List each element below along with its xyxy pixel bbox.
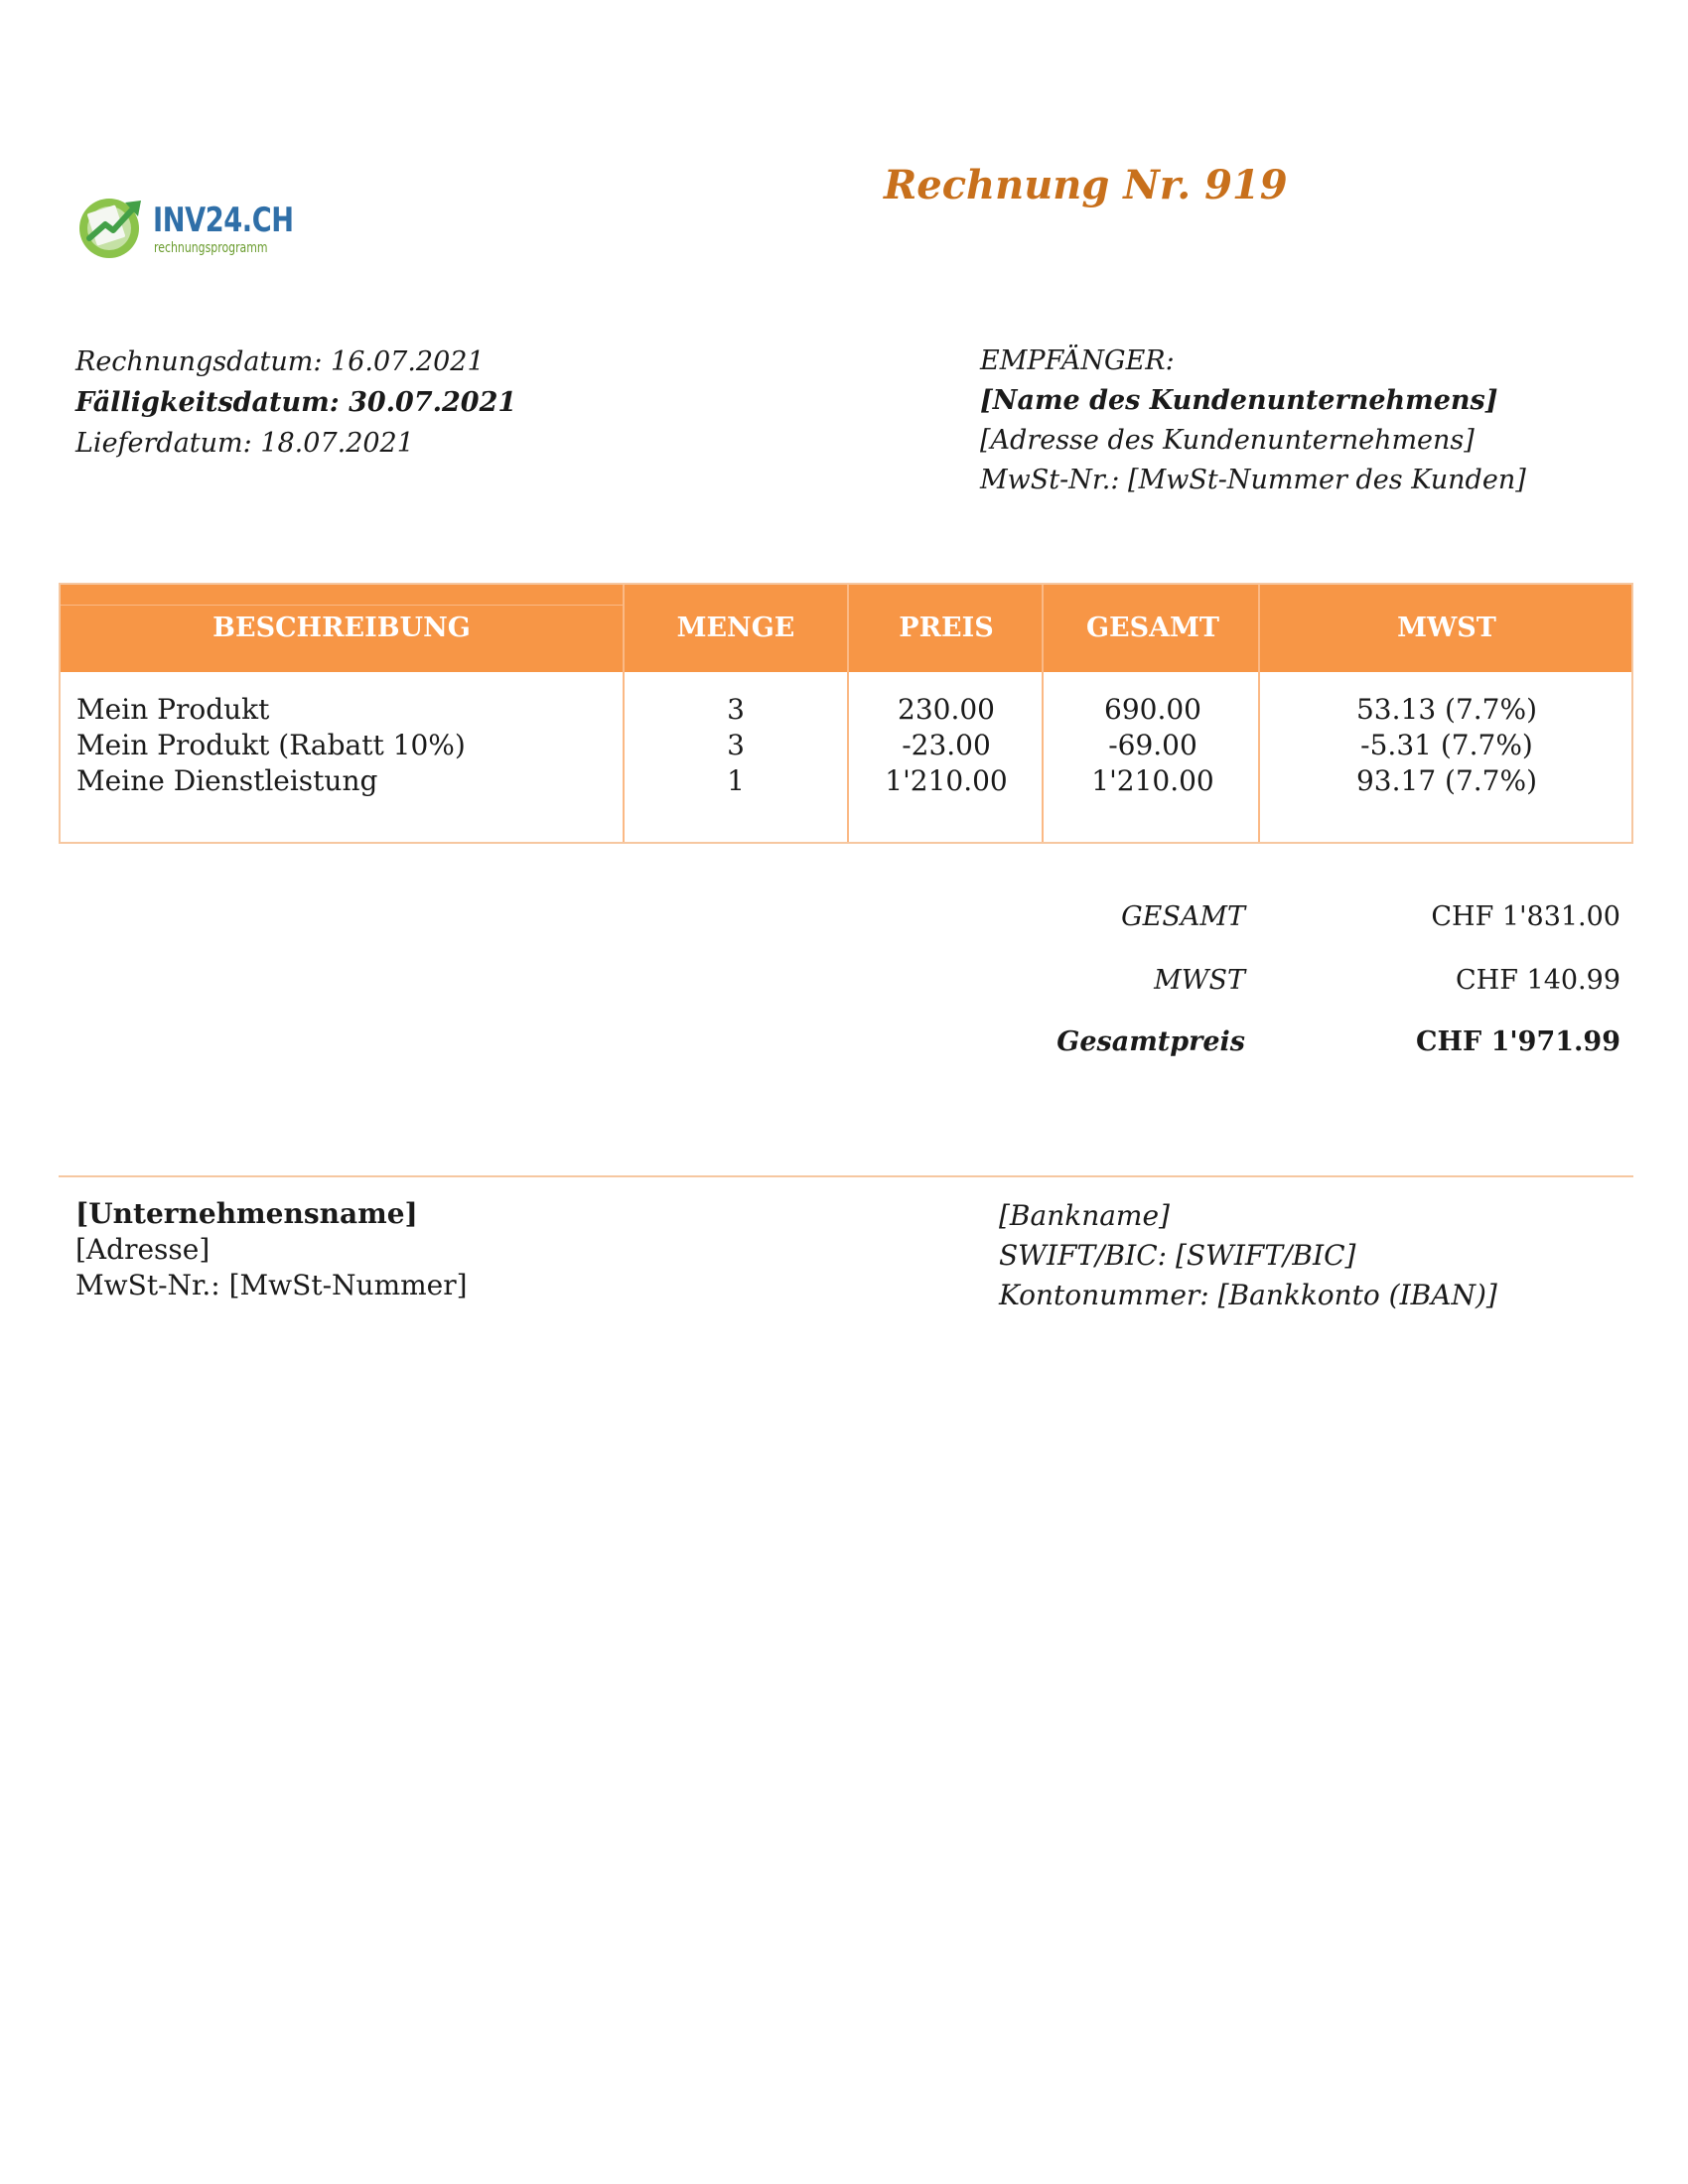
- header-description: BESCHREIBUNG: [212, 613, 471, 643]
- invoice-dates: [75, 341, 516, 464]
- company-logo: [75, 189, 294, 268]
- table-cell: -23.00: [902, 729, 991, 761]
- quantity-column: [625, 692, 847, 799]
- header-quantity: MENGE: [676, 613, 795, 643]
- recipient-block: [980, 341, 1526, 500]
- bank-account: Kontonummer: [Bankkonto (IBAN)]: [999, 1279, 1497, 1311]
- table-cell: 230.00: [898, 693, 995, 726]
- recipient-label: EMPFÄNGER:: [980, 345, 1175, 376]
- company-name: [Unternehmensname]: [75, 1197, 418, 1230]
- logo-subtext: rechnungsprogramm: [154, 240, 268, 256]
- grand-total-value: CHF 1'971.99: [1416, 1026, 1620, 1057]
- delivery-date: Lieferdatum: 18.07.2021: [75, 428, 414, 459]
- items-table: [59, 583, 1633, 844]
- recipient-name: [Name des Kundenunternehmens]: [980, 385, 1498, 416]
- description-column: [76, 692, 466, 799]
- invoice-date: Rechnungsdatum: 16.07.2021: [75, 346, 485, 377]
- table-cell: 53.13 (7.7%): [1355, 693, 1538, 726]
- footer-divider: [59, 1175, 1633, 1177]
- company-vat: MwSt-Nr.: [MwSt-Nummer]: [75, 1269, 468, 1301]
- bank-swift: SWIFT/BIC: [SWIFT/BIC]: [999, 1239, 1356, 1272]
- bank-name: [Bankname]: [999, 1199, 1170, 1232]
- table-cell: 690.00: [1104, 693, 1201, 726]
- table-cell: -69.00: [1108, 729, 1197, 761]
- table-cell: 1'210.00: [885, 764, 1008, 797]
- table-cell: 3: [727, 729, 745, 761]
- recipient-address: [Adresse des Kundenunternehmens]: [980, 425, 1475, 456]
- total-column: [1046, 692, 1260, 799]
- logo-chart-icon: [75, 189, 155, 268]
- table-cell: 3: [727, 693, 745, 726]
- table-cell: -5.31 (7.7%): [1360, 729, 1533, 761]
- table-cell: Mein Produkt (Rabatt 10%): [76, 729, 466, 761]
- due-date: Fälligkeitsdatum: 30.07.2021: [75, 387, 517, 418]
- table-cell: Mein Produkt: [76, 693, 270, 726]
- price-column: [849, 692, 1044, 799]
- invoice-title: Rechnung Nr. 919: [884, 162, 1288, 208]
- table-header: [61, 585, 1631, 672]
- table-cell: 1'210.00: [1091, 764, 1214, 797]
- grand-total-label: Gesamtpreis: [1056, 1026, 1245, 1057]
- vat-total-value: CHF 140.99: [1456, 965, 1620, 996]
- recipient-vat: MwSt-Nr.: [MwSt-Nummer des Kunden]: [980, 465, 1526, 495]
- header-total: GESAMT: [1085, 613, 1220, 643]
- bank-info: [999, 1196, 1497, 1315]
- company-info: [75, 1196, 468, 1303]
- company-address: [Adresse]: [75, 1233, 211, 1266]
- table-cell: 93.17 (7.7%): [1355, 764, 1538, 797]
- logo-text: INV24.CH: [153, 201, 294, 240]
- vat-column: [1262, 692, 1631, 799]
- header-price: PREIS: [899, 613, 994, 643]
- vat-total-label: MWST: [1154, 965, 1245, 996]
- table-cell: Meine Dienstleistung: [76, 764, 378, 797]
- subtotal-value: CHF 1'831.00: [1431, 901, 1620, 932]
- table-cell: 1: [727, 764, 745, 797]
- header-vat: MWST: [1397, 613, 1496, 643]
- subtotal-label: GESAMT: [1121, 901, 1245, 932]
